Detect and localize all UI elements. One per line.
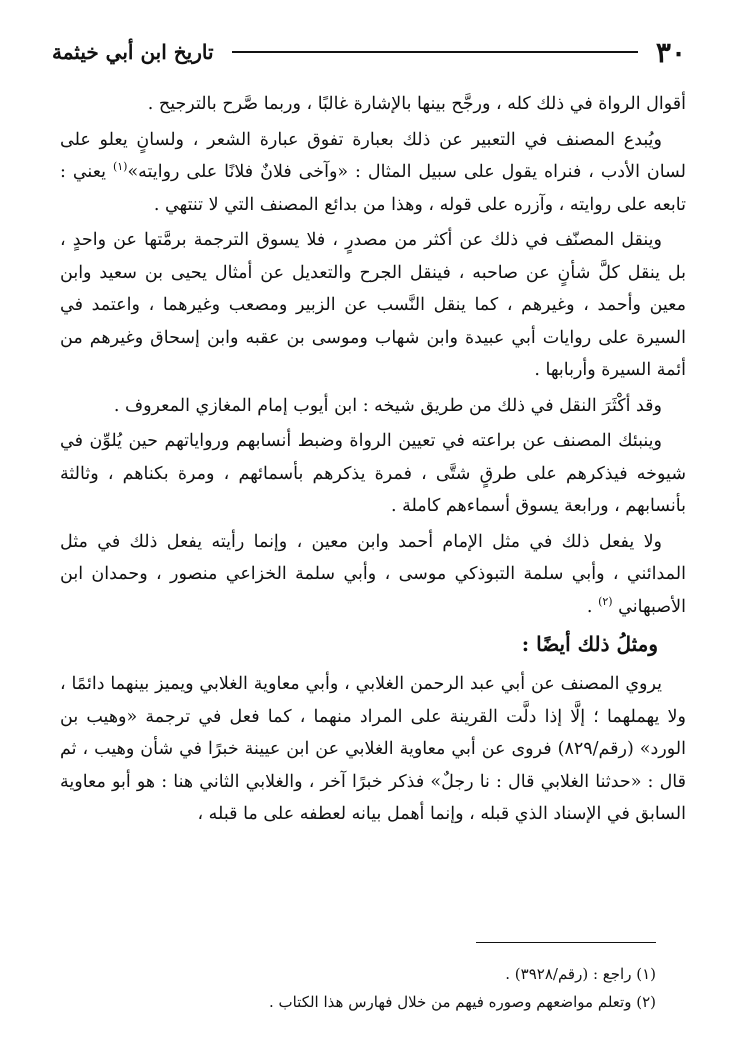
book-title: تاريخ ابن أبي خيثمة [52,40,214,64]
main-text [60,88,686,834]
header-rule [232,51,638,53]
paragraph: وقد أكْثَرَ النقل في ذلك من طريق شيخه : ابن أيوب إمام المغازي المعروف . [113,395,662,416]
paragraph: أقوال الرواة في ذلك كله ، ورجَّح بينها بالإشارة غالبًا ، وربما صَّرح بالترجيح . [147,94,686,114]
footnote-1: (١) راجع : (رقم/٣٩٢٨) . [505,965,656,983]
paragraph [60,124,686,222]
footnote-ref-1[interactable]: (١) [112,160,128,174]
page-header [52,28,686,76]
paragraph-text: يعني : تابعه على روايته ، وآزره على قوله ، وهذا من بدائع المصنف التي لا تنتهي . [60,162,686,215]
footnote-ref-2[interactable]: (٢) [598,594,613,608]
paragraph-text: ويُبدع المصنف في التعبير عن ذلك بعبارة تفوق عبارة الشعر ، ولسانٍ يعلو على لسان الأدب ، فنراه يقول على سبيل المثال : «وآخى فلانٌ فلانًا على روايته» [60,129,687,182]
page-number: ٣٠ [655,35,686,69]
paragraph: يروي المصنف عن أبي عبد الرحمن الغلابي ، وأبي معاوية الغلابي ويميز بينهما دائمًا ، ولا يهملهما ؛ إلَّا إذا دلَّت القرينة على المراد منهما ، كما فعل في ترجمة «وهيب بن الورد» (رقم/٨٢٩) فروى عن أبي معاوية الغلابي عن ابن عيينة خبرًا في شأن وهيب ، ثم قال : «حدثنا الغلابي قال : نا رجلٌ» فذكر خبرًا آخر ، والغلابي الثاني هنا : هو أبو معاوية السابق في الإسناد الذي قبله ، وإنما أهمل بيانه لعطفه على ما قبله ، [60,674,686,824]
footnote-2: (٢) وتعلم مواضعهم وصوره فيهم من خلال فهارس هذا الكتاب . [268,993,656,1011]
paragraph-text: ولا يفعل ذلك في مثل الإمام أحمد وابن معين ، وإنما رأيته يفعل ذلك في مثل المدائني ، وأبي سلمة التبوذكي موسى ، وأبي سلمة الخزاعي منصور ، وحمدان ابن الأصبهاني [60,531,686,617]
footnotes [60,960,656,1016]
footnote-divider [476,942,656,943]
paragraph: وينقل المصنّف في ذلك عن أكثر من مصدرٍ ، فلا يسوق الترجمة برمَّتها عن واحدٍ ، بل ينقل كلَّ شأنٍ عن صاحبه ، فينقل الجرح والتعديل عن أمثال يحيى بن سعيد وابن معين وأحمد ، وغيرهم ، كما ينقل النَّسب عن الزبير ومصعب وغيرهما ، واعتمد في السيرة على روايات أبي عبيدة وابن شهاب وموسى بن عقبه وابن إسحاق وغيرهم من أئمة السيرة وأربابها . [60,230,686,380]
paragraph: وينبئك المصنف عن براعته في تعيين الرواة وضبط أنسابهم ورواياتهم حين يُلوِّن في شيوخه فيذكرهم على طرقٍ شتَّى ، فمرة يذكرهم بأسمائهم ، ومرة بكناهم ، وثالثة بأنسابهم ، ورابعة يسوق أسماءهم كاملة . [60,431,686,516]
paragraph: ولا يفعل ذلك في مثل الإمام أحمد وابن معين ، وإنما رأيته يفعل ذلك في مثل المدائني ، وأبي سلمة التبوذكي موسى ، وأبي سلمة الخزاعي منصور ، وحمدان ابن الأصبهاني $^{(٢)}$ . [60,531,686,617]
section-subheading: ومثلُ ذلك أيضًا : [521,632,658,656]
